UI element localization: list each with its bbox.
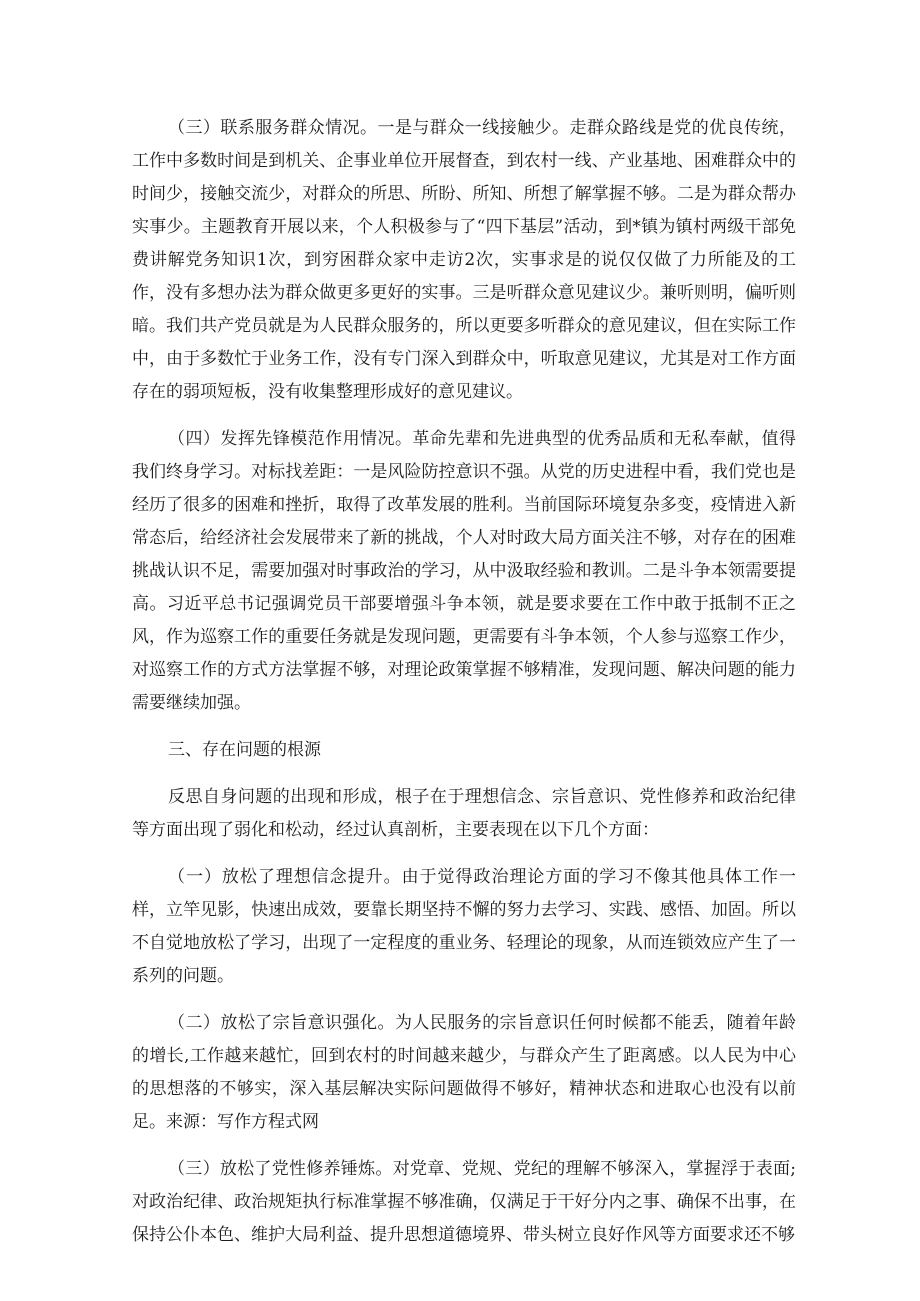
paragraph-ideals-belief: （一）放松了理想信念提升。由于觉得政治理论方面的学习不像其他具体工作一样，立竿见影，快速出成效，要靠长期坚持不懈的努力去学习、实践、感悟、加固。所以不自觉地放松了学习，出现了一定程度的重业务、轻理论的现象，从而连锁效应产生了一系列的问题。	[132, 867, 796, 986]
paragraph-purpose-awareness: （二）放松了宗旨意识强化。为人民服务的宗旨意识任何时候都不能丢，随着年龄的增长,工作越来越忙，回到农村的时间越来越少，与群众产生了距离感。以人民为中心的思想落的不够实，深入基层解决实际问题做得不够好，精神状态和进取心也没有以前足。来源：写作方程式网	[132, 1013, 796, 1132]
document-body	[132, 112, 796, 1266]
paragraph-vanguard-role: （四）发挥先锋模范作用情况。革命先辈和先进典型的优秀品质和无私奉献，值得我们终身学习。对标找差距：一是风险防控意识不强。从党的历史进程中看，我们党也是经历了很多的困难和挫折，取得了改革发展的胜利。当前国际环境复杂多变，疫情进入新常态后，给经济社会发展带来了新的挑战，个人对时政大局方面关注不够，对存在的困难挑战认识不足，需要加强对时事政治的学习，从中汲取经验和教训。二是斗争本领需要提高。习近平总书记强调党员干部要增强斗争本领，就是要求要在工作中敢于抵制不正之风，作为巡察工作的重要任务就是发现问题，更需要有斗争本领，个人参与巡察工作少，对巡察工作的方式方法掌握不够，对理论政策掌握不够精准，发现问题、解决问题的能力需要继续加强。	[132, 429, 796, 713]
paragraph-party-spirit: （三）放松了党性修养锤炼。对党章、党规、党纪的理解不够深入，掌握浮于表面;对政治纪律、政治规矩执行标准掌握不够准确，仅满足于干好分内之事、确保不出事，在保持公仆本色、维护大局利益、提升思想道德境界、带头树立良好作风等方面要求还不够	[132, 1159, 796, 1245]
paragraph-contact-masses: （三）联系服务群众情况。一是与群众一线接触少。走群众路线是党的优良传统，工作中多数时间是到机关、企事业单位开展督查，到农村一线、产业基地、困难群众中的时间少，接触交流少，对群众的所思、所盼、所知、所想了解掌握不够。二是为群众帮办实事少。主题教育开展以来，个人积极参与了“四下基层”活动，到*镇为镇村两级干部免费讲解党务知识1次，到穷困群众家中走访2次，实事求是的说仅仅做了力所能及的工作，没有多想办法为群众做更多更好的实事。三是听群众意见建议少。兼听则明，偏听则暗。我们共产党员就是为人民群众服务的，所以更要多听群众的意见建议，但在实际工作中，由于多数忙于业务工作，没有专门深入到群众中，听取意见建议，尤其是对工作方面存在的弱项短板，没有收集整理形成好的意见建议。	[132, 118, 796, 402]
paragraph-reflection-intro: 反思自身问题的出现和形成，根子在于理想信念、宗旨意识、党性修养和政治纪律等方面出现了弱化和松动，经过认真剖析，主要表现在以下几个方面：	[132, 787, 796, 840]
section-heading-root-causes: 三、存在问题的根源	[168, 740, 321, 760]
